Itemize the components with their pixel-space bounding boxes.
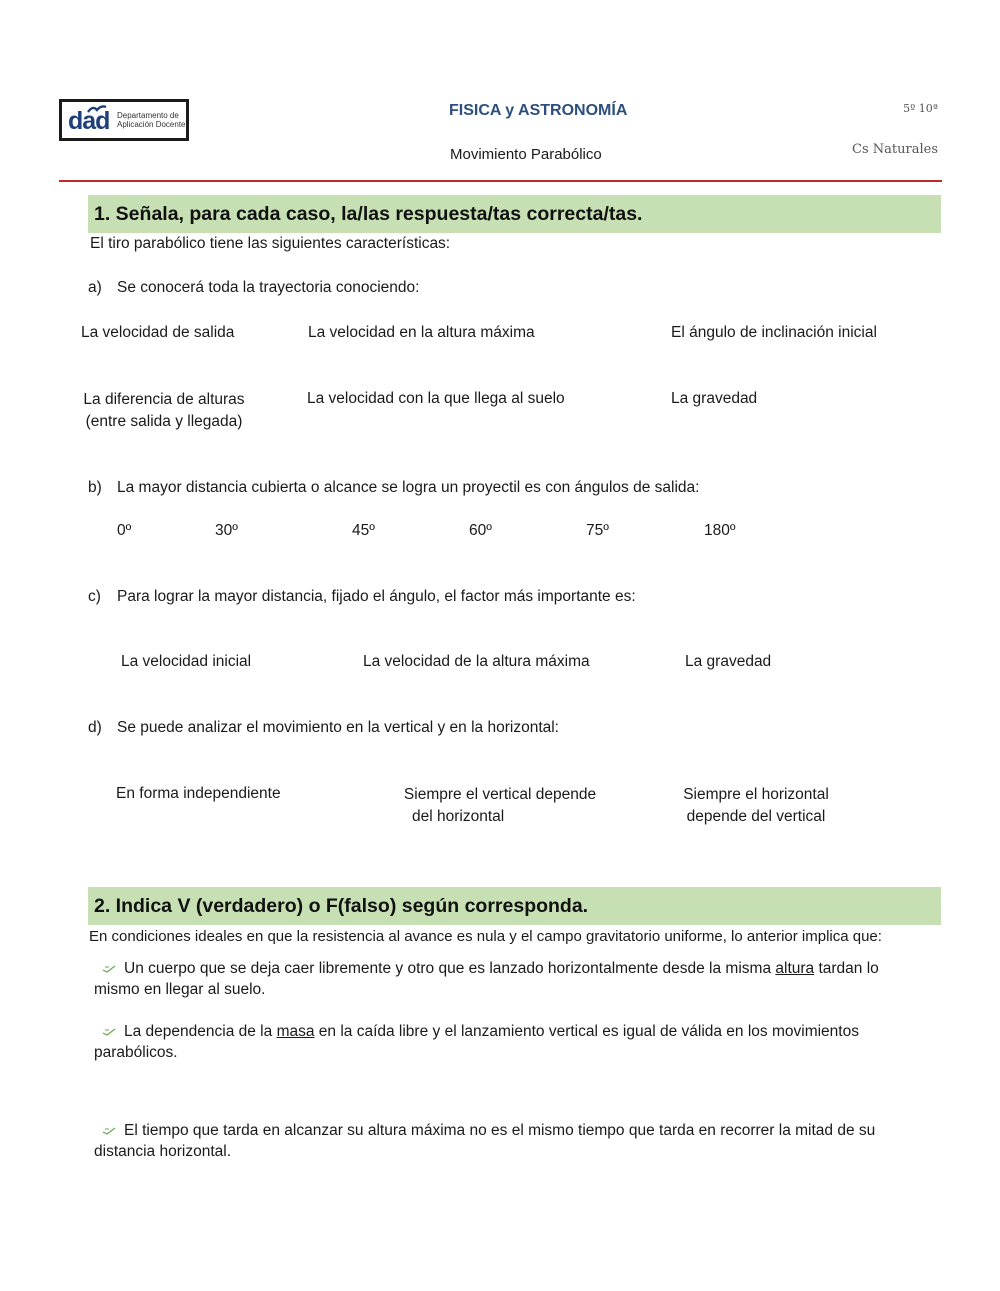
question-d-text: Se puede analizar el movimiento en la vertical y en la horizontal: (117, 719, 559, 736)
option-d-vertical-depende[interactable] (391, 784, 609, 828)
section-1-title: 1. Señala, para cada caso, la/las respuesta/tas correcta/tas. (88, 195, 941, 233)
section-2-intro: En condiciones ideales en que la resistencia al avance es nula y el campo gravitatorio uniforme, lo anterior implica que: (89, 928, 882, 945)
subject-label: Cs Naturales (852, 142, 938, 157)
option-b-60[interactable]: 60º (469, 522, 492, 539)
statement-1-link[interactable]: altura (775, 960, 815, 977)
option-d-vertical-line-1: Siempre el vertical depende (403, 786, 597, 803)
statement-2-text-end: en la caída libre y el lanzamiento vertical es igual de válida en los movimientos parabólicos. (94, 1023, 859, 1061)
statement-3[interactable] (94, 1120, 924, 1162)
statement-3-text: El tiempo que tarda en alcanzar su altura máxima no es el mismo tiempo que tarda en recorrer la mitad de su distancia horizontal. (94, 1122, 876, 1160)
option-b-45[interactable]: 45º (352, 522, 375, 539)
question-c-label: c) (88, 588, 101, 605)
logo (59, 99, 189, 141)
statement-2-text: La dependencia de la (124, 1023, 277, 1040)
statement-1-text-end: tardan lo mismo en llegar al suelo. (94, 960, 879, 998)
option-d-horizontal-line-1: Siempre el horizontal (683, 786, 829, 803)
option-b-75[interactable]: 75º (586, 522, 609, 539)
section-1-intro: El tiro parabólico tiene las siguientes características: (90, 235, 451, 252)
option-a-velocidad-salida[interactable]: La velocidad de salida (81, 324, 235, 341)
logo-line-1: Departamento de (117, 111, 179, 120)
section-2-title: 2. Indica V (verdadero) o F(falso) según corresponda. (88, 887, 941, 925)
question-b-text: La mayor distancia cubierta o alcance se logra un proyectil es con ángulos de salida: (117, 479, 700, 496)
check-icon (102, 964, 116, 974)
option-a-angulo-inclinacion[interactable]: El ángulo de inclinación inicial (671, 324, 877, 341)
grade-label: 5º 10ª (903, 102, 938, 115)
option-c-velocidad-inicial[interactable]: La velocidad inicial (121, 653, 252, 670)
header-divider (59, 180, 942, 182)
logo-line-2: Aplicación Docente (117, 120, 186, 129)
logo-subtitle (117, 111, 185, 129)
question-b-label: b) (88, 479, 102, 496)
option-d-vertical-line-2: del horizontal (412, 808, 505, 825)
option-a-gravedad[interactable]: La gravedad (671, 390, 758, 407)
option-d-horizontal-line-2: depende del vertical (686, 808, 826, 825)
question-a-text: Se conocerá toda la trayectoria conociendo: (117, 279, 420, 296)
option-d-horizontal-depende[interactable] (670, 784, 842, 828)
option-a-velocidad-suelo[interactable]: La velocidad con la que llega al suelo (307, 390, 565, 407)
question-d-label: d) (88, 719, 102, 736)
option-a-diferencia-line-2: (entre salida y llegada) (85, 413, 243, 430)
statement-1[interactable] (94, 958, 924, 1000)
option-b-180[interactable]: 180º (704, 522, 736, 539)
check-icon (102, 1027, 116, 1037)
option-c-gravedad[interactable]: La gravedad (685, 653, 772, 670)
option-a-diferencia-alturas[interactable] (70, 389, 258, 433)
option-b-30[interactable]: 30º (215, 522, 238, 539)
statement-1-text: Un cuerpo que se deja caer libremente y otro que es lanzado horizontalmente desde la misma (124, 960, 776, 977)
option-c-velocidad-altura-maxima[interactable]: La velocidad de la altura máxima (363, 653, 590, 670)
statement-2[interactable] (94, 1021, 924, 1063)
statement-2-link[interactable]: masa (276, 1023, 315, 1040)
option-d-independiente[interactable]: En forma independiente (116, 785, 281, 802)
page-subtitle: Movimiento Parabólico (450, 146, 602, 163)
question-c-text: Para lograr la mayor distancia, fijado el ángulo, el factor más importante es: (117, 588, 636, 605)
question-a-label: a) (88, 279, 102, 296)
option-a-velocidad-altura-maxima[interactable]: La velocidad en la altura máxima (308, 324, 535, 341)
page-title: FISICA y ASTRONOMÍA (449, 102, 628, 119)
option-a-diferencia-line-1: La diferencia de alturas (83, 391, 245, 408)
option-b-0[interactable]: 0º (117, 522, 132, 539)
logo-brand: dad (68, 107, 110, 135)
check-icon (102, 1126, 116, 1136)
